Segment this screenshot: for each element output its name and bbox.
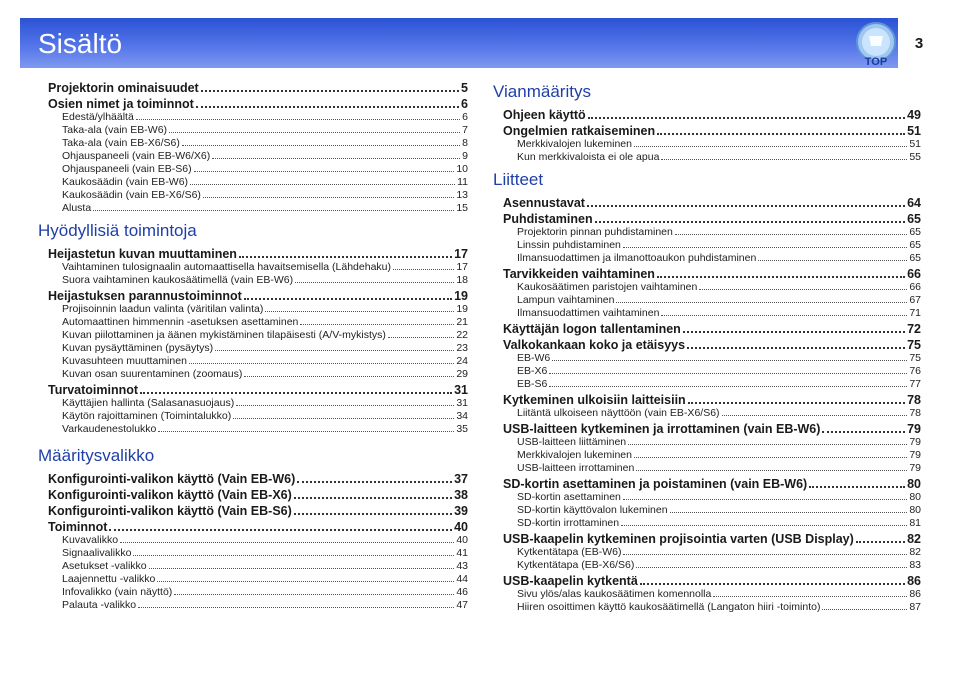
dot-leader xyxy=(201,90,459,92)
dot-leader xyxy=(856,541,905,543)
toc-page-number: 82 xyxy=(907,532,921,546)
toc-page-number: 7 xyxy=(462,124,468,136)
dot-leader xyxy=(623,499,907,500)
section-title: Määritysvalikko xyxy=(38,446,155,465)
dot-leader xyxy=(661,315,907,316)
toc-entry[interactable] xyxy=(48,97,468,111)
toc-subentry[interactable] xyxy=(48,124,468,137)
dot-leader xyxy=(239,256,452,258)
toc-entry-label: Liitäntä ulkoiseen näyttöön (vain EB-X6/S6) xyxy=(517,407,720,419)
toc-subentry[interactable] xyxy=(503,407,921,420)
dot-leader xyxy=(675,234,907,235)
toc-page-number: 80 xyxy=(907,477,921,491)
toc-subentry[interactable] xyxy=(503,252,921,265)
page-title: Sisältö xyxy=(38,28,123,59)
toc-subentry[interactable] xyxy=(48,560,468,573)
dot-leader xyxy=(212,158,460,159)
dot-leader xyxy=(670,512,908,513)
toc-subentry[interactable] xyxy=(503,281,921,294)
dot-leader xyxy=(295,282,454,283)
toc-subentry[interactable] xyxy=(48,534,468,547)
toc-page-number: 47 xyxy=(456,599,468,611)
toc-entry-label: Merkkivalojen lukeminen xyxy=(517,138,632,150)
toc-entry-label: Ohjauspaneeli (vain EB-W6/X6) xyxy=(62,150,211,162)
toc-page-number: 78 xyxy=(907,393,921,407)
toc-entry-label: Konfigurointi-valikon käyttö (Vain EB-X6) xyxy=(48,488,292,502)
toc-entry[interactable] xyxy=(48,247,468,261)
toc-entry-label: USB-laitteen liittäminen xyxy=(517,436,627,448)
dot-leader xyxy=(294,497,452,499)
toc-page-number: 15 xyxy=(456,202,468,214)
toc-entry[interactable] xyxy=(503,422,921,436)
dot-leader xyxy=(189,363,454,364)
toc-right-column xyxy=(493,80,921,614)
dot-leader xyxy=(549,373,907,374)
toc-entry-label: Taka-ala (vain EB-W6) xyxy=(62,124,168,136)
toc-subentry[interactable] xyxy=(503,436,921,449)
toc-page-number: 9 xyxy=(462,150,468,162)
toc-subentry[interactable] xyxy=(48,586,468,599)
toc-entry-label: SD-kortin irrottaminen xyxy=(517,517,620,529)
toc-entry-label: Ilmansuodattimen vaihtaminen xyxy=(517,307,660,319)
toc-subentry[interactable] xyxy=(503,462,921,475)
toc-page-number: 79 xyxy=(907,422,921,436)
toc-subentry[interactable] xyxy=(503,151,921,164)
toc-entry-label: Sivu ylös/alas kaukosäätimen komennolla xyxy=(517,588,712,600)
toc-subentry[interactable] xyxy=(48,316,468,329)
toc-left-column xyxy=(38,81,468,612)
dot-leader xyxy=(552,360,907,361)
toc-entry-label: Käyttäjän logon tallentaminen xyxy=(503,322,681,336)
toc-page-number: 19 xyxy=(454,289,468,303)
toc-page-number: 21 xyxy=(456,316,468,328)
toc-subentry[interactable] xyxy=(503,449,921,462)
toc-page-number: 65 xyxy=(909,252,921,264)
toc-subentry[interactable] xyxy=(48,355,468,368)
toc-page-number: 51 xyxy=(909,138,921,150)
toc-page-number: 80 xyxy=(909,491,921,503)
toc-subentry[interactable] xyxy=(48,176,468,189)
toc-entry-label: Ohjeen käyttö xyxy=(503,108,586,122)
dot-leader xyxy=(699,289,907,290)
toc-subentry[interactable] xyxy=(48,261,468,274)
toc-page-number: 86 xyxy=(907,574,921,588)
dot-leader xyxy=(109,529,452,531)
page-number: 3 xyxy=(898,18,940,68)
toc-entry-label: Kuvavalikko xyxy=(62,534,119,546)
toc-entry-label: Suora vaihtaminen kaukosäätimellä (vain EB-W6) xyxy=(62,274,294,286)
toc-subentry[interactable] xyxy=(48,274,468,287)
toc-page-number: 39 xyxy=(454,504,468,518)
section-title: Hyödyllisiä toimintoja xyxy=(38,221,197,240)
dot-leader xyxy=(634,457,907,458)
toc-page-number: 49 xyxy=(907,108,921,122)
toc-entry-label: Merkkivalojen lukeminen xyxy=(517,449,632,461)
toc-entry-label: Käytön rajoittaminen (Toimintalukko) xyxy=(62,410,232,422)
top-button-icon[interactable] xyxy=(852,20,900,68)
toc-entry-label: Kun merkkivaloista ei ole apua xyxy=(517,151,660,163)
toc-subentry[interactable] xyxy=(48,410,468,423)
dot-leader xyxy=(265,311,454,312)
toc-entry[interactable] xyxy=(503,212,921,226)
dot-leader xyxy=(657,133,905,135)
toc-page-number: 67 xyxy=(909,294,921,306)
toc-page-number: 13 xyxy=(456,189,468,201)
dot-leader xyxy=(623,554,907,555)
toc-entry-label: Projisoinnin laadun valinta (väritilan valinta) xyxy=(62,303,264,315)
toc-page-number: 31 xyxy=(456,397,468,409)
toc-entry-label: EB-X6 xyxy=(517,365,548,377)
dot-leader xyxy=(623,247,907,248)
toc-page-number: 77 xyxy=(909,378,921,390)
dot-leader xyxy=(636,567,907,568)
toc-entry[interactable] xyxy=(503,338,921,352)
toc-page-number: 18 xyxy=(456,274,468,286)
dot-leader xyxy=(158,431,454,432)
toc-page-number: 5 xyxy=(461,81,468,95)
dot-leader xyxy=(140,392,452,394)
toc-entry-label: Tarvikkeiden vaihtaminen xyxy=(503,267,655,281)
toc-subentry[interactable] xyxy=(503,294,921,307)
toc-entry-label: Ohjauspaneeli (vain EB-S6) xyxy=(62,163,192,175)
toc-page-number: 40 xyxy=(454,520,468,534)
toc-page-number: 83 xyxy=(909,559,921,571)
toc-entry-label: EB-S6 xyxy=(517,378,548,390)
toc-page-number: 35 xyxy=(456,423,468,435)
toc-entry[interactable] xyxy=(503,267,921,281)
toc-page-number: 43 xyxy=(456,560,468,572)
dot-leader xyxy=(120,542,454,543)
toc-entry[interactable] xyxy=(503,393,921,407)
dot-leader xyxy=(174,594,454,595)
dot-leader xyxy=(300,324,454,325)
toc-page-number: 31 xyxy=(454,383,468,397)
toc-page-number: 72 xyxy=(907,322,921,336)
toc-entry-label: Ongelmien ratkaiseminen xyxy=(503,124,656,138)
toc-page-number: 40 xyxy=(456,534,468,546)
toc-subentry[interactable] xyxy=(48,163,468,176)
top-button-label: TOP xyxy=(864,56,888,68)
toc-entry-label: Projektorin pinnan puhdistaminen xyxy=(517,226,673,238)
toc-page-number: 19 xyxy=(456,303,468,315)
toc-subentry[interactable] xyxy=(48,303,468,316)
toc-page-number: 22 xyxy=(456,329,468,341)
toc-subentry[interactable] xyxy=(503,365,921,378)
toc-page-number: 79 xyxy=(909,449,921,461)
dot-leader xyxy=(196,106,459,108)
toc-entry[interactable] xyxy=(48,488,468,502)
toc-entry[interactable] xyxy=(48,383,468,397)
toc-subentry[interactable] xyxy=(48,368,468,381)
toc-entry-label: Lampun vaihtaminen xyxy=(517,294,615,306)
toc-page-number: 17 xyxy=(454,247,468,261)
toc-entry-label: Vaihtaminen tulosignaalin automaattisella havaitsemisella (Lähdehaku) xyxy=(62,261,392,273)
toc-entry-label: Puhdistaminen xyxy=(503,212,593,226)
toc-entry-label: Infovalikko (vain näyttö) xyxy=(62,586,173,598)
toc-entry-label: Konfigurointi-valikon käyttö (Vain EB-S6) xyxy=(48,504,292,518)
toc-subentry[interactable] xyxy=(48,397,468,410)
dot-leader xyxy=(758,260,907,261)
dot-leader xyxy=(236,405,454,406)
toc-entry-label: Kaukosäädin (vain EB-X6/S6) xyxy=(62,189,201,201)
toc-page-number: 23 xyxy=(456,342,468,354)
dot-leader xyxy=(133,555,454,556)
toc-entry-label: EB-W6 xyxy=(517,352,551,364)
toc-page-number: 11 xyxy=(457,176,468,188)
dot-leader xyxy=(822,431,905,433)
dot-leader xyxy=(244,298,452,300)
toc-subentry[interactable] xyxy=(48,547,468,560)
toc-page-number: 24 xyxy=(456,355,468,367)
toc-entry-label: USB-laitteen irrottaminen xyxy=(517,462,635,474)
toc-entry-label: Heijastuksen parannustoiminnot xyxy=(48,289,242,303)
dot-leader xyxy=(587,205,905,207)
toc-entry-label: SD-kortin asettaminen ja poistaminen (vain EB-W6) xyxy=(503,477,808,491)
section-title: Liitteet xyxy=(493,170,544,189)
page-header xyxy=(20,18,898,68)
toc-entry-label: Turvatoiminnot xyxy=(48,383,139,397)
toc-subentry[interactable] xyxy=(503,138,921,151)
dot-leader xyxy=(244,376,454,377)
toc-page-number: 29 xyxy=(456,368,468,380)
dot-leader xyxy=(157,581,454,582)
dot-leader xyxy=(388,337,454,338)
dot-leader xyxy=(136,119,460,120)
toc-entry-label: Automaattinen himmennin -asetuksen asettaminen xyxy=(62,316,299,328)
toc-entry-label: USB-kaapelin kytkentä xyxy=(503,574,638,588)
toc-page-number: 75 xyxy=(907,338,921,352)
dot-leader xyxy=(822,609,907,610)
toc-page-number: 79 xyxy=(909,462,921,474)
toc-entry-label: Kuvasuhteen muuttaminen xyxy=(62,355,187,367)
toc-page-number: 55 xyxy=(909,151,921,163)
toc-page-number: 6 xyxy=(461,97,468,111)
toc-entry[interactable] xyxy=(48,289,468,303)
toc-subentry[interactable] xyxy=(48,329,468,342)
dot-leader xyxy=(657,276,905,278)
toc-entry-label: USB-laitteen kytkeminen ja irrottaminen (vain EB-W6) xyxy=(503,422,821,436)
toc-entry-label: Varkaudenestolukko xyxy=(62,423,157,435)
dot-leader xyxy=(588,117,905,119)
dot-leader xyxy=(688,402,905,404)
toc-subentry[interactable] xyxy=(503,559,921,572)
dot-leader xyxy=(182,145,460,146)
dot-leader xyxy=(713,596,907,597)
dot-leader xyxy=(549,386,907,387)
toc-entry-label: Kytkentätapa (EB-W6) xyxy=(517,546,622,558)
toc-page-number: 37 xyxy=(454,472,468,486)
toc-entry[interactable] xyxy=(503,196,921,210)
toc-entry-label: SD-kortin käyttövalon lukeminen xyxy=(517,504,668,516)
toc-entry-label: Ilmansuodattimen ja ilmanottoaukon puhdistaminen xyxy=(517,252,757,264)
dot-leader xyxy=(190,184,455,185)
dot-leader xyxy=(628,444,907,445)
toc-subentry[interactable] xyxy=(48,111,468,124)
toc-page-number: 87 xyxy=(909,601,921,613)
dot-leader xyxy=(297,481,452,483)
toc-entry-label: Laajennettu -valikko xyxy=(62,573,156,585)
toc-entry[interactable] xyxy=(503,532,921,546)
toc-page-number: 46 xyxy=(456,586,468,598)
toc-entry-label: Projektorin ominaisuudet xyxy=(48,81,199,95)
toc-entry-label: Asennustavat xyxy=(503,196,585,210)
toc-subentry[interactable] xyxy=(503,588,921,601)
toc-entry[interactable] xyxy=(503,108,921,122)
toc-page-number: 71 xyxy=(909,307,921,319)
toc-subentry[interactable] xyxy=(48,573,468,586)
toc-page-number: 6 xyxy=(462,111,468,123)
toc-page-number: 66 xyxy=(909,281,921,293)
section-title: Vianmääritys xyxy=(493,82,591,101)
toc-entry[interactable] xyxy=(48,81,468,95)
toc-entry-label: Konfigurointi-valikon käyttö (Vain EB-W6) xyxy=(48,472,296,486)
toc-entry-label: USB-kaapelin kytkeminen projisointia varten (USB Display) xyxy=(503,532,854,546)
toc-entry-label: Kuvan pysäyttäminen (pysäytys) xyxy=(62,342,214,354)
toc-subentry[interactable] xyxy=(48,137,468,150)
dot-leader xyxy=(634,146,907,147)
toc-subentry[interactable] xyxy=(48,423,468,436)
toc-subentry[interactable] xyxy=(503,239,921,252)
toc-entry[interactable] xyxy=(503,124,921,138)
dot-leader xyxy=(294,513,452,515)
dot-leader xyxy=(169,132,460,133)
toc-entry-label: Asetukset -valikko xyxy=(62,560,147,572)
toc-entry[interactable] xyxy=(503,477,921,491)
dot-leader xyxy=(809,486,905,488)
toc-entry-label: Linssin puhdistaminen xyxy=(517,239,621,251)
toc-entry[interactable] xyxy=(48,520,468,534)
toc-entry[interactable] xyxy=(48,504,468,518)
toc-page-number: 66 xyxy=(907,267,921,281)
toc-entry-label: Kaukosäätimen paristojen vaihtaminen xyxy=(517,281,698,293)
dot-leader xyxy=(722,415,908,416)
toc-entry-label: Osien nimet ja toiminnot xyxy=(48,97,194,111)
dot-leader xyxy=(640,583,905,585)
toc-entry-label: Hiiren osoittimen käyttö kaukosäätimellä (Langaton hiiri -toiminto) xyxy=(517,601,821,613)
toc-page-number: 78 xyxy=(909,407,921,419)
toc-entry-label: Palauta -valikko xyxy=(62,599,137,611)
toc-page-number: 51 xyxy=(907,124,921,138)
toc-entry-label: SD-kortin asettaminen xyxy=(517,491,621,503)
toc-page-number: 65 xyxy=(909,226,921,238)
toc-page-number: 8 xyxy=(462,137,468,149)
dot-leader xyxy=(636,470,907,471)
toc-page-number: 41 xyxy=(456,547,468,559)
toc-entry-label: Edestä/ylhäältä xyxy=(62,111,134,123)
toc-entry-label: Kytkeminen ulkoisiin laitteisiin xyxy=(503,393,686,407)
toc-entry-label: Taka-ala (vain EB-X6/S6) xyxy=(62,137,180,149)
toc-page-number: 65 xyxy=(907,212,921,226)
dot-leader xyxy=(194,171,455,172)
toc-entry-label: Kuvan piilottaminen ja äänen mykistäminen tilapäisesti (A/V-mykistys) xyxy=(62,329,386,341)
toc-entry[interactable] xyxy=(48,472,468,486)
toc-entry-label: Käyttäjien hallinta (Salasanasuojaus) xyxy=(62,397,235,409)
toc-subentry[interactable] xyxy=(48,342,468,355)
toc-subentry[interactable] xyxy=(503,352,921,365)
toc-page-number: 44 xyxy=(456,573,468,585)
toc-entry-label: Valkokankaan koko ja etäisyys xyxy=(503,338,686,352)
toc-entry-label: Signaalivalikko xyxy=(62,547,132,559)
toc-page-number: 38 xyxy=(454,488,468,502)
dot-leader xyxy=(393,269,454,270)
dot-leader xyxy=(149,568,455,569)
toc-page-number: 10 xyxy=(456,163,468,175)
toc-subentry[interactable] xyxy=(503,226,921,239)
dot-leader xyxy=(595,221,906,223)
toc-page-number: 34 xyxy=(456,410,468,422)
dot-leader xyxy=(616,302,907,303)
toc-page-number: 76 xyxy=(909,365,921,377)
toc-entry-label: Toiminnot xyxy=(48,520,108,534)
dot-leader xyxy=(93,210,454,211)
toc-page-number: 17 xyxy=(456,261,468,273)
toc-page-number: 86 xyxy=(909,588,921,600)
toc-page-number: 64 xyxy=(907,196,921,210)
toc-entry[interactable] xyxy=(503,322,921,336)
toc-page-number: 75 xyxy=(909,352,921,364)
toc-subentry[interactable] xyxy=(48,189,468,202)
dot-leader xyxy=(138,607,454,608)
dot-leader xyxy=(661,159,907,160)
toc-entry[interactable] xyxy=(503,574,921,588)
toc-subentry[interactable] xyxy=(48,599,468,612)
toc-page-number: 81 xyxy=(909,517,921,529)
toc-subentry[interactable] xyxy=(503,546,921,559)
toc-page-number: 79 xyxy=(909,436,921,448)
dot-leader xyxy=(687,347,905,349)
toc-entry-label: Kaukosäädin (vain EB-W6) xyxy=(62,176,189,188)
toc-entry-label: Kuvan osan suurentaminen (zoomaus) xyxy=(62,368,243,380)
dot-leader xyxy=(215,350,454,351)
toc-page-number: 65 xyxy=(909,239,921,251)
toc-entry-label: Alusta xyxy=(62,202,92,214)
toc-page-number: 82 xyxy=(909,546,921,558)
dot-leader xyxy=(621,525,907,526)
toc-entry-label: Heijastetun kuvan muuttaminen xyxy=(48,247,237,261)
toc-subentry[interactable] xyxy=(48,202,468,215)
toc-subentry[interactable] xyxy=(503,491,921,504)
toc-subentry[interactable] xyxy=(503,504,921,517)
toc-subentry[interactable] xyxy=(503,517,921,530)
toc-entry-label: Kytkentätapa (EB-X6/S6) xyxy=(517,559,635,571)
toc-subentry[interactable] xyxy=(503,378,921,391)
toc-subentry[interactable] xyxy=(503,307,921,320)
dot-leader xyxy=(233,418,454,419)
toc-subentry[interactable] xyxy=(503,601,921,614)
dot-leader xyxy=(203,197,454,198)
dot-leader xyxy=(683,331,905,333)
toc-subentry[interactable] xyxy=(48,150,468,163)
toc-page-number: 80 xyxy=(909,504,921,516)
